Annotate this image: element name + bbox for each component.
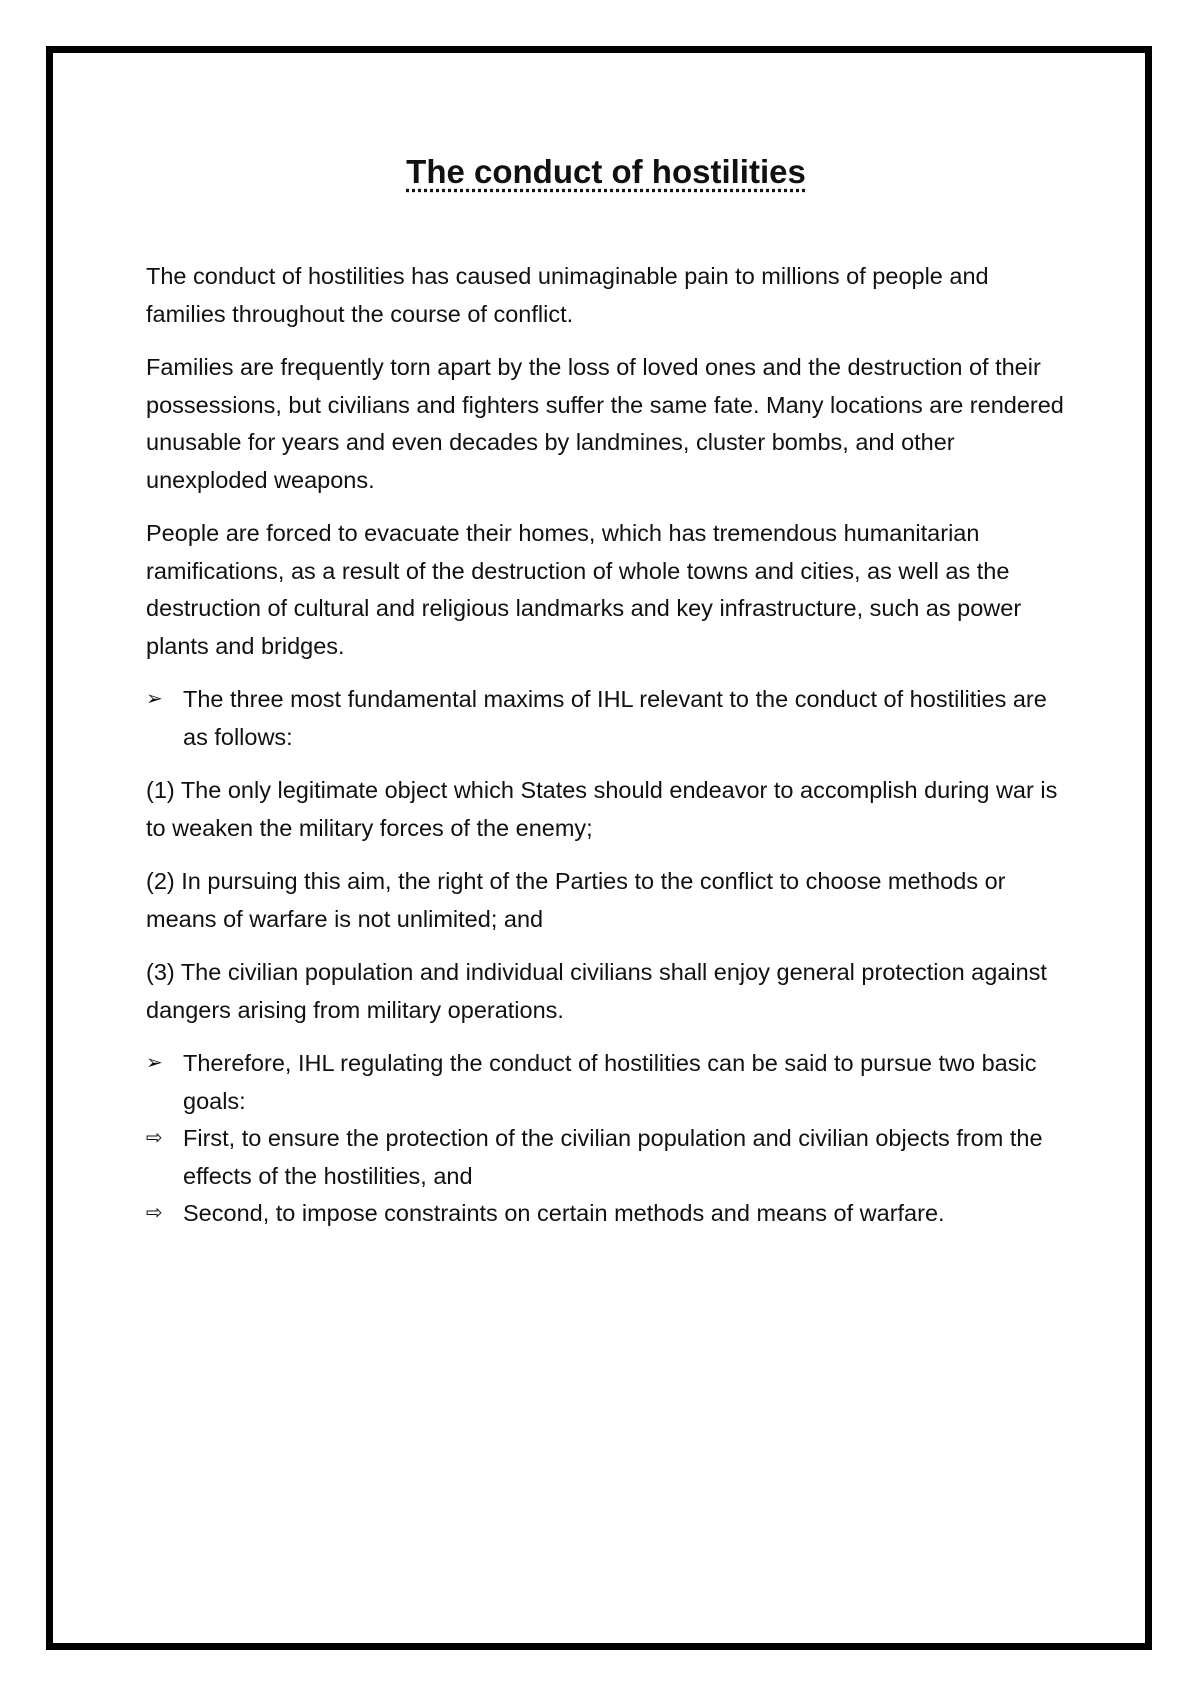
paragraph-evacuation: People are forced to evacuate their homes, which has tremendous humanitarian ramifications, as a result of the destruction of whole towns and cities, as well as the destruction of cultural and religious landmarks and key infrastructure, such as power plants and bridges. <box>146 520 1022 659</box>
paragraph-families: Families are frequently torn apart by the loss of loved ones and the destruction of their possessions, but civilians and fighters suffer the same fate. Many locations are rendered unusable for years and even decades by landmines, cluster bombs, and other unexploded weapons. <box>146 354 1064 493</box>
outline-arrow-icon: ⇨ <box>146 1202 163 1224</box>
bullet-maxims <box>146 681 1066 756</box>
maxim-1: (1) The only legitimate object which States should endeavor to accomplish during war is to weaken the military forces of the enemy; <box>146 777 1058 841</box>
document-body <box>146 148 1066 1233</box>
paragraph-intro: The conduct of hostilities has caused unimaginable pain to millions of people and families throughout the course of conflict. <box>146 263 989 327</box>
outline-arrow-icon: ⇨ <box>146 1127 163 1149</box>
goal-1-text: First, to ensure the protection of the civilian population and civilian objects from the effects of the hostilities, and <box>183 1125 1043 1189</box>
goal-2-text: Second, to impose constraints on certain methods and means of warfare. <box>183 1200 945 1226</box>
maxim-2: (2) In pursuing this aim, the right of the Parties to the conflict to choose methods or means of warfare is not unlimited; and <box>146 868 1006 932</box>
bullet-goals <box>146 1045 1066 1120</box>
maxim-3: (3) The civilian population and individual civilians shall enjoy general protection against dangers arising from military operations. <box>146 959 1047 1023</box>
goal-2 <box>146 1195 1066 1233</box>
triangle-arrow-icon: ➢ <box>146 688 163 710</box>
goal-1 <box>146 1120 1066 1195</box>
bullet-goals-text: Therefore, IHL regulating the conduct of hostilities can be said to pursue two basic goals: <box>183 1050 1037 1114</box>
bullet-maxims-text: The three most fundamental maxims of IHL relevant to the conduct of hostilities are as follows: <box>183 686 1047 750</box>
document-title: The conduct of hostilities <box>406 153 806 190</box>
triangle-arrow-icon: ➢ <box>146 1052 163 1074</box>
